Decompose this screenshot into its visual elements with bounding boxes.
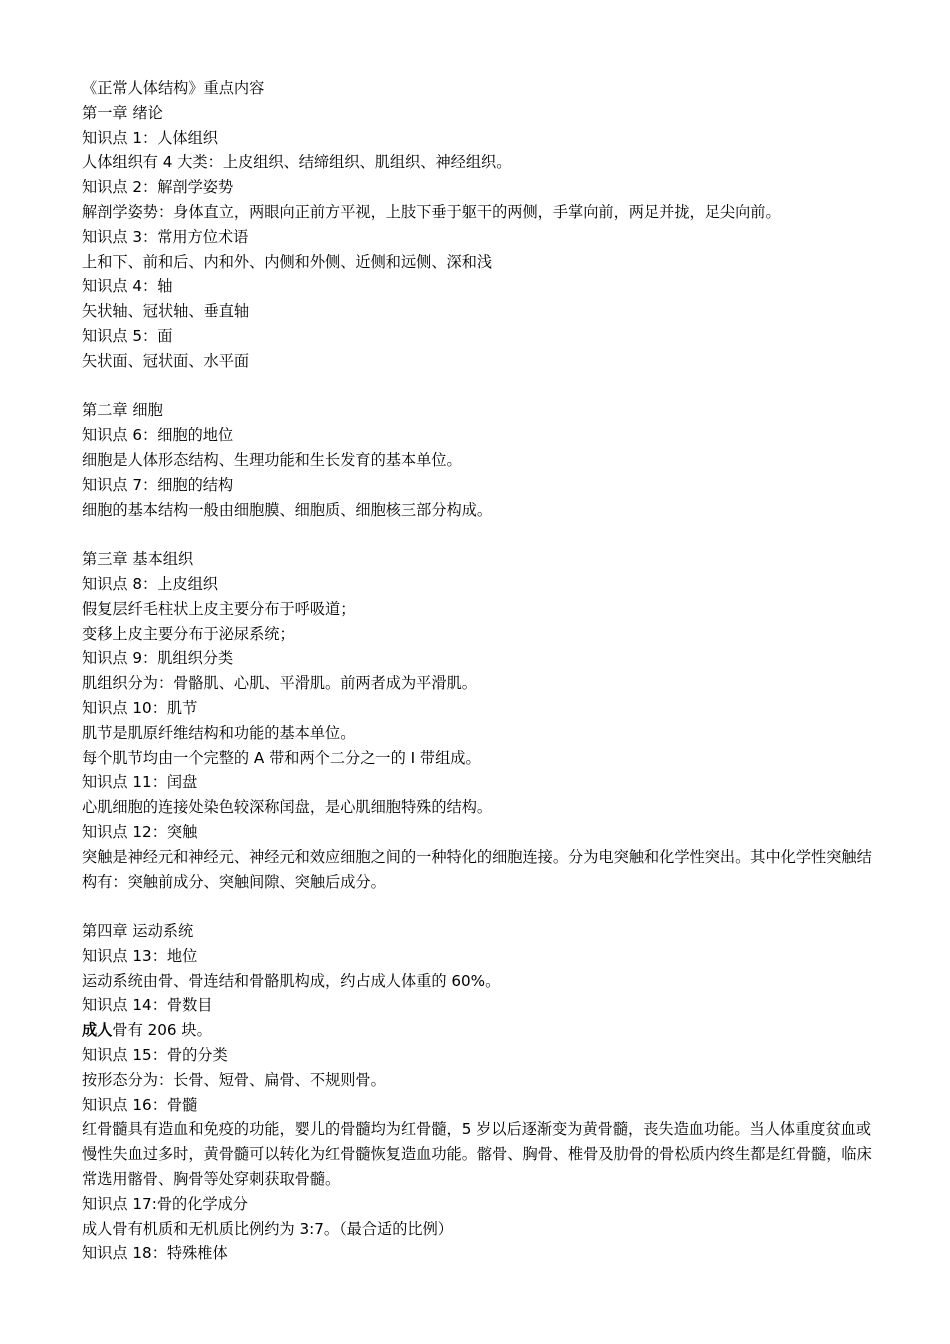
knowledge-point-text: 变移上皮主要分布于泌尿系统；: [82, 624, 295, 643]
knowledge-point-text: 细胞是人体形态结构、生理功能和生长发育的基本单位。: [82, 450, 462, 469]
spacer: [82, 522, 882, 547]
chapter-2-heading: 第二章 细胞: [82, 401, 163, 420]
knowledge-point-text: 矢状轴、冠状轴、垂直轴: [82, 302, 250, 321]
chapter-4-heading: 第四章 运动系统: [82, 922, 194, 941]
knowledge-point-title: 知识点 16：骨髓: [82, 1095, 198, 1114]
knowledge-point-title: 知识点 1：人体组织: [82, 128, 218, 147]
chapter-1-heading: 第一章 绪论: [82, 103, 163, 122]
knowledge-point-title: 知识点 5：面: [82, 326, 173, 345]
knowledge-point-title: 知识点 4：轴: [82, 277, 173, 296]
spacer: [82, 894, 882, 919]
chapter-3-heading: 第三章 基本组织: [82, 550, 194, 569]
document-title: 《正常人体结构》重点内容: [82, 79, 265, 97]
knowledge-point-title: 知识点 17:骨的化学成分: [82, 1194, 248, 1213]
knowledge-point-title: 知识点 10：肌节: [82, 698, 198, 717]
knowledge-point-text: 上和下、前和后、内和外、内侧和外侧、近侧和远侧、深和浅: [82, 252, 493, 271]
knowledge-point-text: 细胞的基本结构一般由细胞膜、细胞质、细胞核三部分构成。: [82, 500, 493, 519]
knowledge-point-text: 肌组织分为：骨骼肌、心肌、平滑肌。前两者成为平滑肌。: [82, 674, 477, 693]
knowledge-point-text: 人体组织有 4 大类：上皮组织、结缔组织、肌组织、神经组织。: [82, 153, 512, 172]
knowledge-point-title: 知识点 14：骨数目: [82, 996, 213, 1015]
knowledge-point-text: 肌节是肌原纤维结构和功能的基本单位。: [82, 723, 356, 742]
knowledge-point-title: 知识点 18：特殊椎体: [82, 1244, 228, 1263]
knowledge-point-title: 知识点 11：闰盘: [82, 773, 198, 792]
knowledge-point-text: 每个肌节均由一个完整的 A 带和两个二分之一的 I 带组成。: [82, 748, 481, 767]
knowledge-point-title: 知识点 8：上皮组织: [82, 574, 218, 593]
knowledge-point-text: [82, 1018, 882, 1043]
knowledge-point-paragraph: 红骨髓具有造血和免疫的功能，婴儿的骨髓均为红骨髓，5 岁以后逐渐变为黄骨髓，丧失造血功能。当人体重度贫血或慢性失血过多时，黄骨髓可以转化为红骨髓恢复造血功能。髂骨、胸骨、椎骨及肋骨的骨松质内终生都是红骨髓，临床常选用髂骨、胸骨等处穿刺获取骨髓。: [82, 1120, 872, 1189]
bold-term: 成人: [82, 1021, 113, 1040]
knowledge-point-text: 矢状面、冠状面、水平面: [82, 351, 250, 370]
inline-text: 骨有 206 块。: [112, 1021, 212, 1040]
knowledge-point-title: 知识点 2：解剖学姿势: [82, 178, 234, 197]
knowledge-point-title: 知识点 6：细胞的地位: [82, 426, 234, 445]
knowledge-point-text: 运动系统由骨、骨连结和骨骼肌构成，约占成人体重的 60%。: [82, 971, 501, 990]
knowledge-point-text: 解剖学姿势：身体直立，两眼向正前方平视，上肢下垂于躯干的两侧，手掌向前，两足并拢，足尖向前。: [82, 202, 781, 221]
knowledge-point-title: 知识点 12：突触: [82, 822, 198, 841]
document-body: [82, 76, 882, 1266]
knowledge-point-text: 按形态分为：长骨、短骨、扁骨、不规则骨。: [82, 1070, 386, 1089]
knowledge-point-title: 知识点 3：常用方位术语: [82, 227, 249, 246]
knowledge-point-paragraph: 突触是神经元和神经元、神经元和效应细胞之间的一种特化的细胞连接。分为电突触和化学性突出。其中化学性突触结构有：突触前成分、突触间隙、突触后成分。: [82, 847, 872, 891]
knowledge-point-text: 心肌细胞的连接处染色较深称闰盘，是心肌细胞特殊的结构。: [82, 798, 493, 817]
knowledge-point-text: 成人骨有机质和无机质比例约为 3:7。（最合适的比例）: [82, 1219, 453, 1238]
spacer: [82, 374, 882, 399]
knowledge-point-title: 知识点 13：地位: [82, 946, 198, 965]
knowledge-point-title: 知识点 9：肌组织分类: [82, 649, 234, 668]
knowledge-point-title: 知识点 15：骨的分类: [82, 1046, 228, 1065]
knowledge-point-text: 假复层纤毛柱状上皮主要分布于呼吸道；: [82, 599, 356, 618]
knowledge-point-title: 知识点 7：细胞的结构: [82, 475, 234, 494]
